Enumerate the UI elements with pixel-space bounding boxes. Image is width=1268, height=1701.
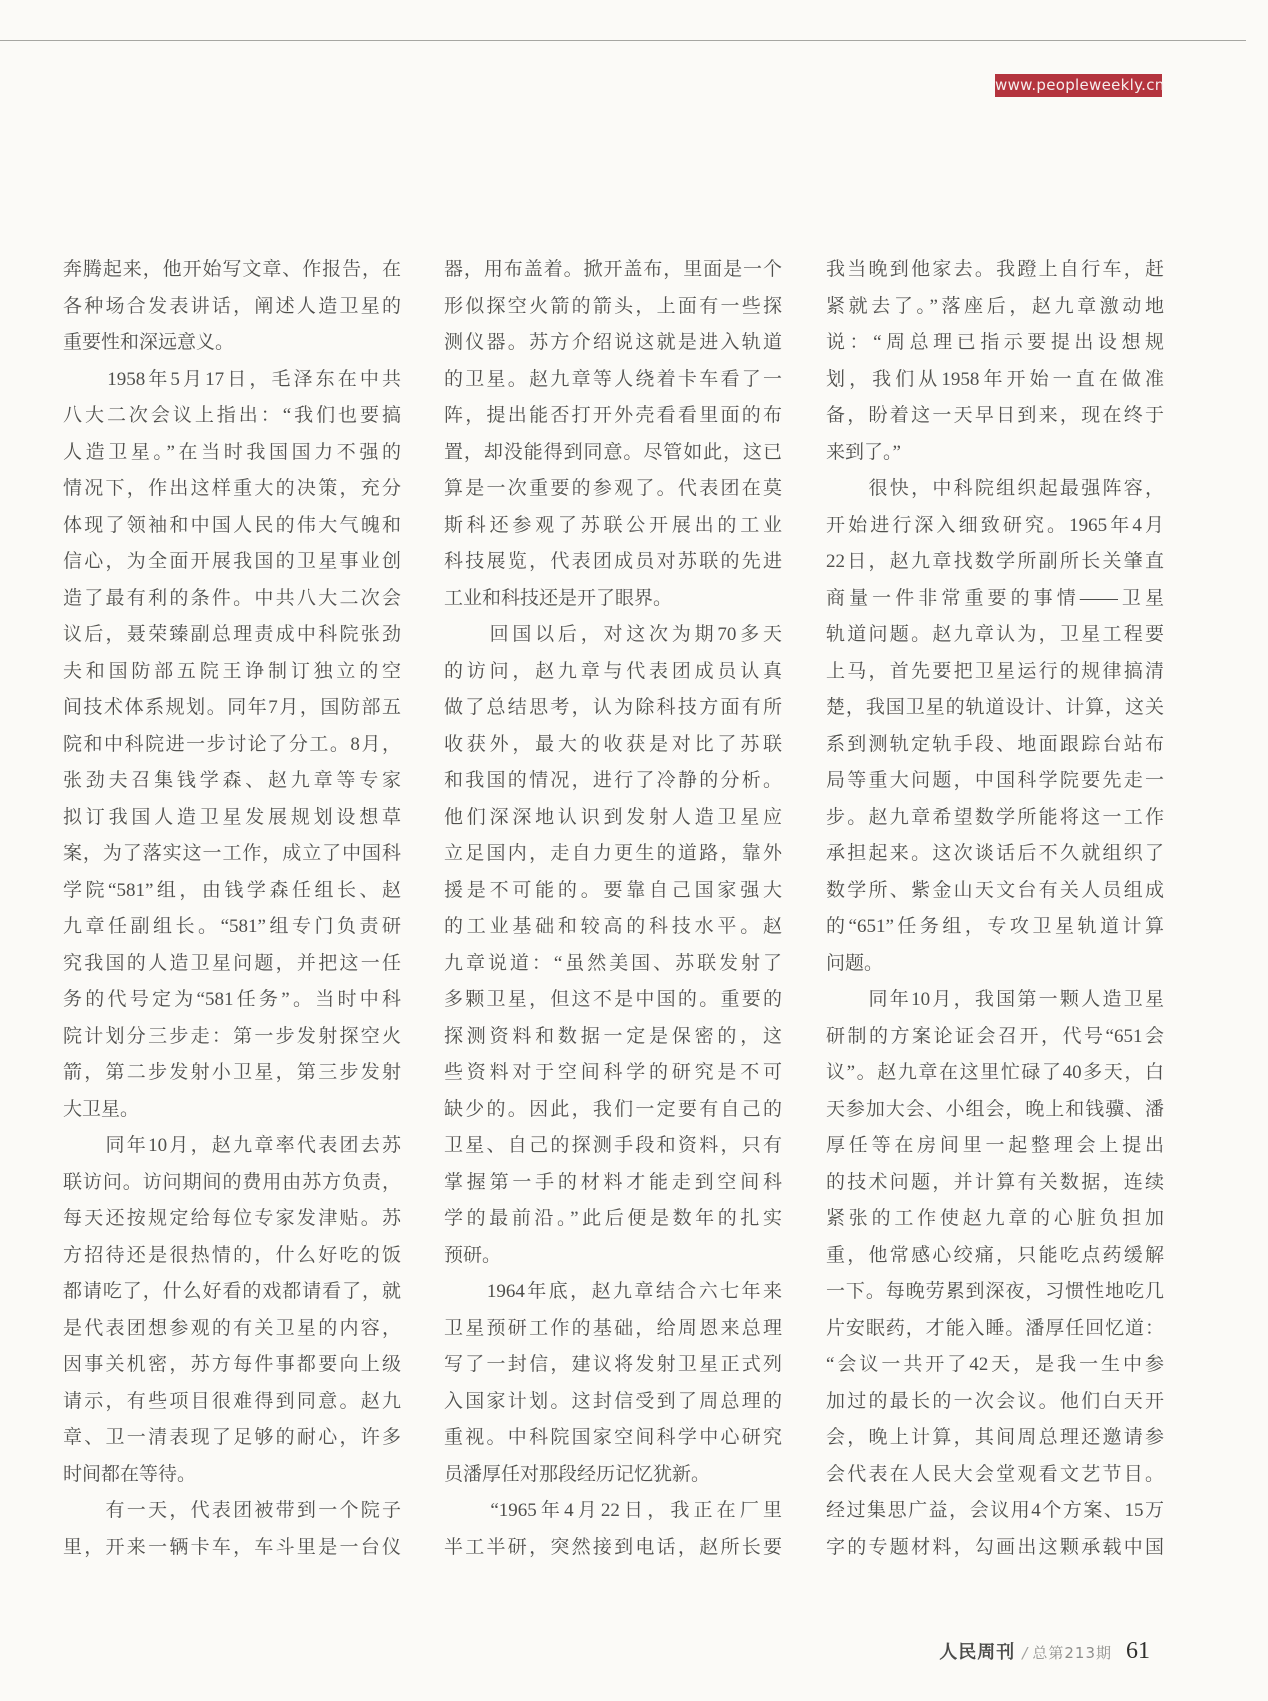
text-line: 每天还按规定给每位专家发津贴。苏 bbox=[63, 1208, 401, 1229]
text-line: 时间都在等待。 bbox=[63, 1463, 197, 1485]
text-line: 张劲夫召集钱学森、赵九章等专家 bbox=[63, 770, 401, 791]
text-line: 九章说道：“虽然美国、苏联发射了 bbox=[444, 952, 782, 974]
text-line: 步。赵九章希望数学所能将这一工作 bbox=[826, 806, 1164, 828]
text-line: 紧张的工作使赵九章的心脏负担加 bbox=[826, 1208, 1164, 1229]
text-line: 字的专题材料，勾画出这颗承载中国 bbox=[826, 1536, 1164, 1558]
text-line: 预研。 bbox=[444, 1244, 502, 1266]
text-line: 器，用布盖着。掀开盖布，里面是一个 bbox=[444, 259, 782, 280]
text-line: 局等重大问题，中国科学院要先走一 bbox=[826, 770, 1164, 791]
text-line: 1958年5月17日，毛泽东在中共 bbox=[63, 368, 401, 390]
text-line: 里，开来一辆卡车，车斗里是一台仪 bbox=[63, 1536, 401, 1558]
text-line: 和我国的情况，进行了冷静的分析。 bbox=[444, 770, 782, 791]
text-line: 方招待还是很热情的，什么好吃的饭 bbox=[63, 1244, 401, 1266]
text-line: 的工业基础和较高的科技水平。赵 bbox=[444, 916, 782, 937]
text-line: 他们深深地认识到发射人造卫星应 bbox=[444, 806, 782, 828]
text-line: 重视。中科院国家空间科学中心研究 bbox=[444, 1427, 782, 1448]
text-line: 学的最前沿。”此后便是数年的扎实 bbox=[444, 1208, 782, 1229]
text-line: 的访问，赵九章与代表团成员认真 bbox=[444, 660, 782, 682]
article-column-3 bbox=[826, 252, 1164, 1566]
text-line: 箭，第二步发射小卫星，第三步发射 bbox=[63, 1062, 401, 1083]
text-line: 同年10月，赵九章率代表团去苏 bbox=[63, 1135, 401, 1156]
page-number: 61 bbox=[1126, 1638, 1150, 1664]
text-line: 同年10月，我国第一颗人造卫星 bbox=[826, 989, 1164, 1010]
text-line: “1965年4月22日，我正在厂里 bbox=[444, 1500, 782, 1521]
text-line: 厚任等在房间里一起整理会上提出 bbox=[826, 1135, 1164, 1156]
text-line: 夫和国防部五院王诤制订独立的空 bbox=[63, 660, 401, 682]
text-line: 做了总结思考，认为除科技方面有所 bbox=[444, 697, 782, 718]
text-line: 卫星预研工作的基础，给周恩来总理 bbox=[444, 1317, 782, 1339]
text-line: 问题。 bbox=[826, 952, 884, 974]
text-line: 多颗卫星，但这不是中国的。重要的 bbox=[444, 989, 782, 1010]
text-line: 联访问。访问期间的费用由苏方负责， bbox=[63, 1171, 401, 1193]
text-line: 缺少的。因此，我们一定要有自己的 bbox=[444, 1098, 782, 1120]
text-line: 会代表在人民大会堂观看文艺节目。 bbox=[826, 1463, 1164, 1485]
text-line: 究我国的人造卫星问题，并把这一任 bbox=[63, 952, 401, 974]
text-line: 案，为了落实这一工作，成立了中国科 bbox=[63, 843, 401, 864]
text-line: 算是一次重要的参观了。代表团在莫 bbox=[444, 478, 782, 499]
page-footer bbox=[939, 1638, 1150, 1665]
text-line: 楚，我国卫星的轨道设计、计算，这关 bbox=[826, 697, 1164, 718]
text-line: 九章任副组长。“581”组专门负责研 bbox=[63, 916, 401, 937]
text-line: 来到了。” bbox=[826, 441, 901, 463]
text-line: 的“651”任务组，专攻卫星轨道计算 bbox=[826, 916, 1164, 937]
text-line: 会，晚上计算，其间周总理还邀请参 bbox=[826, 1427, 1164, 1448]
text-line: 系到测轨定轨手段、地面跟踪台站布 bbox=[826, 733, 1164, 755]
text-line: 半工半研，突然接到电话，赵所长要 bbox=[444, 1536, 782, 1558]
text-line: 都请吃了，什么好看的戏都请看了，就 bbox=[63, 1281, 401, 1302]
text-line: 写了一封信，建议将发射卫星正式列 bbox=[444, 1354, 782, 1375]
text-line: 1964年底，赵九章结合六七年来 bbox=[444, 1281, 782, 1302]
text-line: 片安眠药，才能入睡。潘厚任回忆道： bbox=[826, 1317, 1164, 1339]
text-line: 很快，中科院组织起最强阵容， bbox=[826, 478, 1164, 499]
article-column-1 bbox=[63, 252, 401, 1566]
text-line: 阵，提出能否打开外壳看看里面的布 bbox=[444, 405, 782, 426]
issue-label: 总第213期 bbox=[1032, 1644, 1112, 1662]
magazine-name: 人民周刊 bbox=[939, 1642, 1016, 1663]
text-line: 研制的方案论证会召开，代号“651会 bbox=[826, 1025, 1164, 1047]
text-line: 科技展览，代表团成员对苏联的先进 bbox=[444, 551, 782, 572]
text-line: 员潘厚任对那段经历记忆犹新。 bbox=[444, 1463, 711, 1485]
text-line: 测仪器。苏方介绍说这就是进入轨道 bbox=[444, 332, 782, 353]
text-line: 我当晚到他家去。我蹬上自行车，赶 bbox=[826, 259, 1164, 280]
text-line: 一下。每晚劳累到深夜，习惯性地吃几 bbox=[826, 1281, 1164, 1302]
text-line: 务的代号定为“581任务”。当时中科 bbox=[63, 989, 401, 1010]
text-line: 立足国内，走自力更生的道路，靠外 bbox=[444, 843, 782, 864]
article-column-2 bbox=[444, 252, 782, 1566]
text-line: 数学所、紫金山天文台有关人员组成 bbox=[826, 879, 1164, 901]
text-line: 承担起来。这次谈话后不久就组织了 bbox=[826, 843, 1164, 864]
text-line: 紧就去了。”落座后，赵九章激动地 bbox=[826, 295, 1164, 317]
footer-separator: / bbox=[1022, 1644, 1028, 1662]
text-line: 卫星、自己的探测手段和资料，只有 bbox=[444, 1135, 782, 1156]
text-line: 划，我们从1958年开始一直在做准 bbox=[826, 368, 1164, 390]
text-line: 天参加大会、小组会，晚上和钱骥、潘 bbox=[826, 1098, 1164, 1120]
top-rule bbox=[0, 40, 1246, 41]
text-line: 大卫星。 bbox=[63, 1098, 140, 1120]
text-line: 各种场合发表讲话，阐述人造卫星的 bbox=[63, 295, 401, 317]
text-line: 请示，有些项目很难得到同意。赵九 bbox=[63, 1390, 401, 1412]
text-line: 掌握第一手的材料才能走到空间科 bbox=[444, 1171, 782, 1193]
text-line: 造了最有利的条件。中共八大二次会 bbox=[63, 587, 401, 609]
text-line: 有一天，代表团被带到一个院子 bbox=[63, 1500, 401, 1521]
text-line: 上马，首先要把卫星运行的规律搞清 bbox=[826, 660, 1164, 682]
text-line: 轨道问题。赵九章认为，卫星工程要 bbox=[826, 624, 1164, 645]
text-line: 情况下，作出这样重大的决策，充分 bbox=[63, 478, 401, 499]
text-line: 八大二次会议上指出：“我们也要搞 bbox=[63, 405, 401, 426]
text-line: 援是不可能的。要靠自己国家强大 bbox=[444, 879, 782, 901]
text-line: 拟订我国人造卫星发展规划设想草 bbox=[63, 806, 401, 828]
text-line: 经过集思广益，会议用4个方案、15万 bbox=[826, 1500, 1164, 1521]
text-line: “会议一共开了42天，是我一生中参 bbox=[826, 1354, 1164, 1375]
text-line: 加过的最长的一次会议。他们白天开 bbox=[826, 1390, 1164, 1412]
text-line: 入国家计划。这封信受到了周总理的 bbox=[444, 1390, 782, 1412]
text-line: 因事关机密，苏方每件事都要向上级 bbox=[63, 1354, 401, 1375]
text-line: 探测资料和数据一定是保密的，这 bbox=[444, 1025, 782, 1047]
text-line: 重，他常感心绞痛，只能吃点药缓解 bbox=[826, 1244, 1164, 1266]
text-line: 信心，为全面开展我国的卫星事业创 bbox=[63, 551, 401, 572]
text-line: 斯科还参观了苏联公开展出的工业 bbox=[444, 514, 782, 536]
website-badge: www.peopleweekly.cn bbox=[995, 74, 1162, 97]
text-line: 议后，聂荣臻副总理责成中科院张劲 bbox=[63, 624, 401, 645]
text-line: 形似探空火箭的箭头，上面有一些探 bbox=[444, 295, 782, 317]
text-line: 是代表团想参观的有关卫星的内容， bbox=[63, 1317, 401, 1339]
text-line: 收获外，最大的收获是对比了苏联 bbox=[444, 733, 782, 755]
text-line: 工业和科技还是开了眼界。 bbox=[444, 587, 673, 609]
text-line: 的技术问题，并计算有关数据，连续 bbox=[826, 1171, 1164, 1193]
text-line: 议”。赵九章在这里忙碌了40多天，白 bbox=[826, 1062, 1164, 1083]
text-line: 体现了领袖和中国人民的伟大气魄和 bbox=[63, 514, 401, 536]
text-line: 开始进行深入细致研究。1965年4月 bbox=[826, 514, 1164, 536]
text-line: 置，却没能得到同意。尽管如此，这已 bbox=[444, 441, 782, 463]
text-line: 重要性和深远意义。 bbox=[63, 332, 235, 353]
text-line: 奔腾起来，他开始写文章、作报告，在 bbox=[63, 259, 401, 280]
text-line: 备，盼着这一天早日到来，现在终于 bbox=[826, 405, 1164, 426]
text-line: 院计划分三步走：第一步发射探空火 bbox=[63, 1025, 401, 1047]
text-line: 回国以后，对这次为期70多天 bbox=[444, 624, 782, 645]
text-line: 人造卫星。”在当时我国国力不强的 bbox=[63, 441, 401, 463]
text-line: 学院“581”组，由钱学森任组长、赵 bbox=[63, 879, 401, 901]
text-line: 章、卫一清表现了足够的耐心，许多 bbox=[63, 1427, 401, 1448]
text-line: 院和中科院进一步讨论了分工。8月， bbox=[63, 733, 401, 755]
text-line: 商量一件非常重要的事情——卫星 bbox=[826, 587, 1164, 609]
text-line: 说：“周总理已指示要提出设想规 bbox=[826, 332, 1164, 353]
text-line: 的卫星。赵九章等人绕着卡车看了一 bbox=[444, 368, 782, 390]
text-line: 些资料对于空间科学的研究是不可 bbox=[444, 1062, 782, 1083]
text-line: 22日，赵九章找数学所副所长关肇直 bbox=[826, 551, 1164, 572]
text-line: 间技术体系规划。同年7月，国防部五 bbox=[63, 697, 401, 718]
